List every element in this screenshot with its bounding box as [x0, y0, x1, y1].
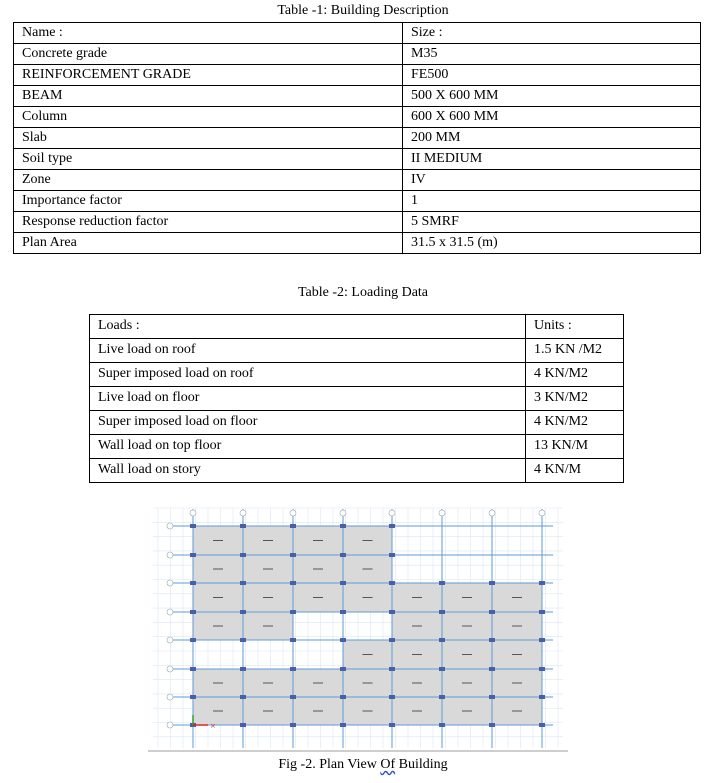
column-marker — [389, 723, 395, 727]
column-marker — [340, 638, 346, 642]
grid-bubble — [167, 609, 173, 615]
table-cell: 1 — [403, 191, 701, 212]
column-marker — [190, 610, 196, 614]
table-header-row — [90, 315, 624, 339]
column-marker — [240, 610, 246, 614]
column-marker — [389, 610, 395, 614]
table-row — [90, 339, 624, 363]
grid-bubble — [167, 722, 173, 728]
table2-caption: Table -2: Loading Data — [297, 285, 429, 300]
table-cell: 1.5 KN /M2 — [526, 339, 624, 363]
building-description-table — [13, 22, 701, 254]
column-marker — [439, 695, 445, 699]
header-cell: Units : — [526, 315, 624, 339]
table-row — [90, 459, 624, 483]
table-cell: Slab — [14, 128, 403, 149]
column-marker — [489, 581, 495, 585]
column-marker — [439, 638, 445, 642]
grid-bubble — [439, 510, 445, 516]
table-cell: IV — [403, 170, 701, 191]
table1-caption: Table -1: Building Description — [277, 3, 449, 18]
table-cell: Response reduction factor — [14, 212, 403, 233]
grid-bubble — [290, 510, 296, 516]
column-marker — [389, 524, 395, 528]
header-cell: Loads : — [90, 315, 526, 339]
grid-bubble — [240, 510, 246, 516]
table-row — [90, 363, 624, 387]
grid-bubble — [167, 637, 173, 643]
figure-caption-end: Building — [395, 757, 448, 772]
column-marker — [539, 610, 545, 614]
table-row — [14, 149, 701, 170]
header-cell: Size : — [403, 23, 701, 44]
grid-bubble — [489, 510, 495, 516]
grid-bubble — [167, 552, 173, 558]
column-marker — [389, 695, 395, 699]
table-cell: 31.5 x 31.5 (m) — [403, 233, 701, 254]
grid-bubble — [167, 580, 173, 586]
table-cell: 13 KN/M — [526, 435, 624, 459]
column-marker — [240, 524, 246, 528]
table-row — [14, 65, 701, 86]
table-cell: REINFORCEMENT GRADE — [14, 65, 403, 86]
column-marker — [240, 638, 246, 642]
column-marker — [439, 723, 445, 727]
table-cell: Wall load on story — [90, 459, 526, 483]
table-cell: 600 X 600 MM — [403, 107, 701, 128]
figure-caption-wavy: Of — [380, 757, 396, 772]
table-row — [14, 86, 701, 107]
column-marker — [539, 723, 545, 727]
table-cell: Super imposed load on roof — [90, 363, 526, 387]
header-cell: Name : — [14, 23, 403, 44]
table-cell: Concrete grade — [14, 44, 403, 65]
table-cell: 200 MM — [403, 128, 701, 149]
table-cell: 4 KN/M2 — [526, 363, 624, 387]
column-marker — [190, 524, 196, 528]
column-marker — [290, 581, 296, 585]
column-marker — [290, 695, 296, 699]
column-marker — [340, 610, 346, 614]
column-marker — [539, 581, 545, 585]
table-cell: Super imposed load on floor — [90, 411, 526, 435]
column-marker — [389, 581, 395, 585]
table-row — [14, 128, 701, 149]
table-row — [90, 435, 624, 459]
column-marker — [290, 667, 296, 671]
table-cell: BEAM — [14, 86, 403, 107]
table-cell: Soil type — [14, 149, 403, 170]
grid-bubble — [167, 523, 173, 529]
column-marker — [290, 524, 296, 528]
table-cell: 4 KN/M2 — [526, 411, 624, 435]
table-cell: Live load on roof — [90, 339, 526, 363]
column-marker — [190, 695, 196, 699]
grid-bubble — [167, 694, 173, 700]
table-cell: FE500 — [403, 65, 701, 86]
column-marker — [290, 553, 296, 557]
table-cell: Plan Area — [14, 233, 403, 254]
column-marker — [389, 667, 395, 671]
grid-bubble — [340, 510, 346, 516]
column-marker — [489, 667, 495, 671]
column-marker — [340, 524, 346, 528]
column-marker — [439, 581, 445, 585]
table-cell: Live load on floor — [90, 387, 526, 411]
table-row — [14, 212, 701, 233]
table-cell: Importance factor — [14, 191, 403, 212]
table-header-row — [14, 23, 701, 44]
column-marker — [190, 638, 196, 642]
column-marker — [340, 695, 346, 699]
figure-caption — [0, 756, 726, 774]
column-marker — [240, 723, 246, 727]
column-marker — [489, 695, 495, 699]
column-marker — [190, 553, 196, 557]
column-marker — [340, 553, 346, 557]
grid-bubble — [167, 666, 173, 672]
table-cell: II MEDIUM — [403, 149, 701, 170]
column-marker — [389, 553, 395, 557]
column-marker — [240, 695, 246, 699]
svg-text:×: × — [210, 722, 216, 730]
table-cell: Zone — [14, 170, 403, 191]
table-cell: 3 KN/M2 — [526, 387, 624, 411]
column-marker — [539, 638, 545, 642]
column-marker — [389, 638, 395, 642]
building-plan-view-image — [148, 503, 568, 753]
grid-bubble — [389, 510, 395, 516]
column-marker — [290, 610, 296, 614]
table-row — [90, 411, 624, 435]
figure-caption-main: Fig -2. Plan View — [278, 757, 381, 772]
column-marker — [539, 667, 545, 671]
column-marker — [190, 581, 196, 585]
column-marker — [489, 610, 495, 614]
column-marker — [240, 553, 246, 557]
table-cell: 4 KN/M — [526, 459, 624, 483]
column-marker — [439, 667, 445, 671]
column-marker — [340, 581, 346, 585]
grid-bubble — [190, 510, 196, 516]
grid-bubble — [539, 510, 545, 516]
column-marker — [290, 638, 296, 642]
table-row — [14, 191, 701, 212]
column-marker — [439, 610, 445, 614]
column-marker — [240, 581, 246, 585]
column-marker — [340, 667, 346, 671]
table-row — [14, 107, 701, 128]
column-marker — [190, 667, 196, 671]
table-row — [14, 233, 701, 254]
column-marker — [290, 723, 296, 727]
column-marker — [539, 695, 545, 699]
table-cell: M35 — [403, 44, 701, 65]
table-row — [90, 387, 624, 411]
column-marker — [489, 638, 495, 642]
column-marker — [340, 723, 346, 727]
table-row — [14, 170, 701, 191]
table-cell: 5 SMRF — [403, 212, 701, 233]
table-cell: Column — [14, 107, 403, 128]
column-marker — [489, 723, 495, 727]
column-marker — [240, 667, 246, 671]
table-cell: 500 X 600 MM — [403, 86, 701, 107]
table-row — [14, 44, 701, 65]
table-cell: Wall load on top floor — [90, 435, 526, 459]
loading-data-table — [89, 314, 624, 483]
